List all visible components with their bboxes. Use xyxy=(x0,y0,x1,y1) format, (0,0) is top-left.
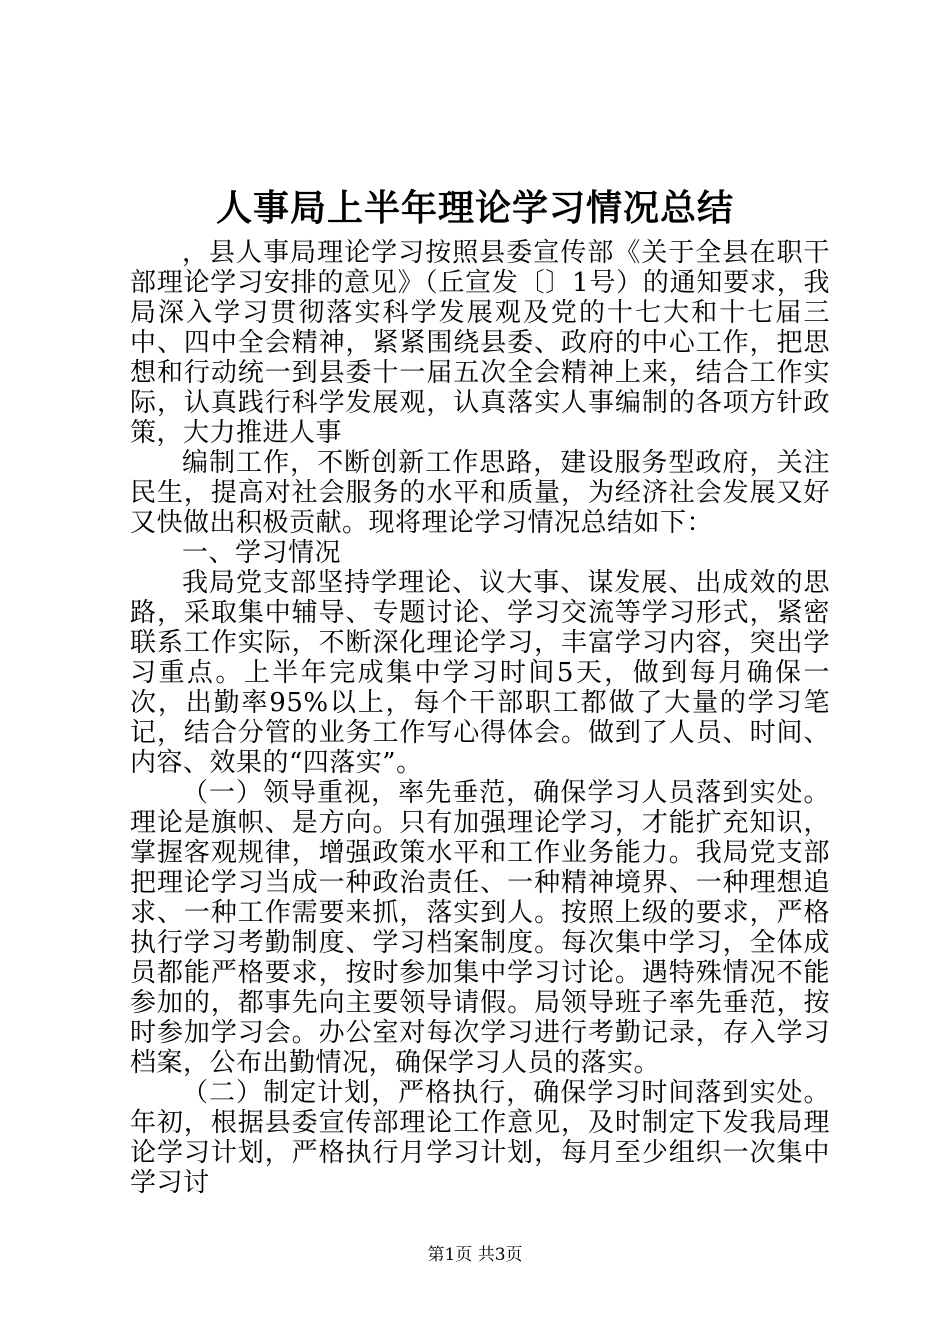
page-footer: 第1页 共3页 xyxy=(427,1245,523,1265)
paragraph-subsection-1: （一）领导重视，率先垂范，确保学习人员落到实处。理论是旗帜、是方向。只有加强理论学习，才能扩充知识，掌握客观规律，增强政策水平和工作业务能力。我局党支部把理论学习当成一种政治责任、一种精神境界、一种理想追求、一种工作需要来抓，落实到人。按照上级的要求，严格执行学习考勤制度、学习档案制度。每次集中学习，全体成员都能严格要求，按时参加集中学习讨论。遇特殊情况不能参加的，都事先向主要领导请假。局领导班子率先垂范，按时参加学习会。办公室对每次学习进行考勤记录，存入学习档案，公布出勤情况，确保学习人员的落实。 xyxy=(130,778,830,1078)
paragraph-study-overview: 我局党支部坚持学理论、议大事、谋发展、出成效的思路，采取集中辅导、专题讨论、学习交流等学习形式，紧密联系工作实际，不断深化理论学习，丰富学习内容，突出学习重点。上半年完成集中学习时间5天，做到每月确保一次，出勤率95%以上，每个干部职工都做了大量的学习笔记，结合分管的业务工作写心得体会。做到了人员、时间、内容、效果的“四落实”。 xyxy=(130,568,830,778)
paragraph-intro: ，县人事局理论学习按照县委宣传部《关于全县在职干部理论学习安排的意见》（丘宣发〔〕1号）的通知要求，我局深入学习贯彻落实科学发展观及党的十七大和十七届三中、四中全会精神，紧紧围绕县委、政府的中心工作，把思想和行动统一到县委十一届五次全会精神上来，结合工作实际，认真践行科学发展观，认真落实人事编制的各项方针政策，大力推进人事 xyxy=(130,238,830,448)
document-title: 人事局上半年理论学习情况总结 xyxy=(215,187,734,229)
paragraph-intro-continued: 编制工作，不断创新工作思路，建设服务型政府，关注民生，提高对社会服务的水平和质量，为经济社会发展又好又快做出积极贡献。现将理论学习情况总结如下： xyxy=(130,448,830,538)
document-body xyxy=(130,238,830,1198)
paragraph-subsection-2: （二）制定计划，严格执行，确保学习时间落到实处。年初，根据县委宣传部理论工作意见，及时制定下发我局理论学习计划，严格执行月学习计划，每月至少组织一次集中学习讨 xyxy=(130,1078,830,1198)
section-heading: 一、学习情况 xyxy=(182,538,342,568)
